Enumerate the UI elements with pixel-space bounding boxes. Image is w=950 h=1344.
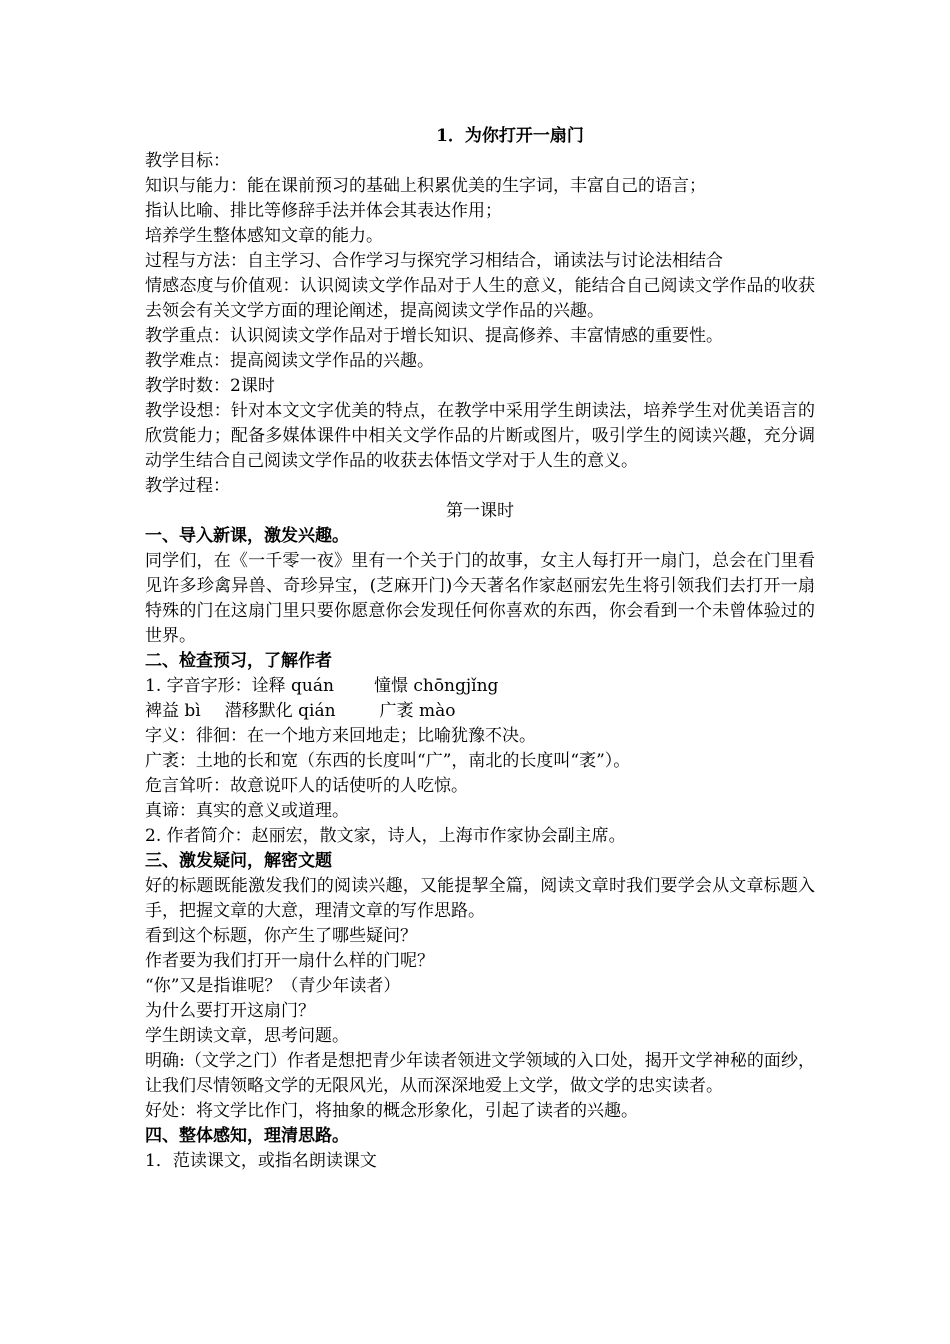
word-meaning: 真谛：真实的意义或道理。: [145, 801, 349, 821]
section1-heading: 一、导入新课，激发兴趣。: [145, 526, 349, 546]
question: 为什么要打开这扇门？: [145, 1001, 315, 1021]
word-meaning: 字义：徘徊：在一个地方来回地走；比喻犹豫不决。: [145, 726, 536, 746]
word-meaning: 广袤：土地的长和宽（东西的长度叫“广”，南北的长度叫“袤”）。: [145, 751, 631, 771]
document-title: 1．为你打开一扇门: [436, 126, 584, 146]
question: 作者要为我们打开一扇什么样的门呢？: [145, 951, 434, 971]
pronunciation-line-2: [145, 699, 815, 724]
teaching-key-point: 教学重点：认识阅读文学作品对于增长知识、提高修养、丰富情感的重要性。: [145, 326, 723, 346]
reading-task: 学生朗读文章，思考问题。: [145, 1026, 349, 1046]
word-meaning: 危言耸听：故意说吓人的话使听的人吃惊。: [145, 776, 468, 796]
benefit: 好处：将文学比作门，将抽象的概念形象化，引起了读者的兴趣。: [145, 1101, 638, 1121]
section4-heading: 四、整体感知，理清思路。: [145, 1126, 349, 1146]
objective-attitude: 情感态度与价值观：认识阅读文学作品对于人生的意义，能结合自己阅读文学作品的收获去领会有关文学方面的理论阐述，提高阅读文学作品的兴趣。: [145, 276, 815, 321]
objectives-label: 教学目标：: [145, 151, 230, 171]
section1-body: 同学们，在《一千零一夜》里有一个关于门的故事，女主人每打开一扇门，总会在门里看见许多珍禽异兽、奇珍异宝，(芝麻开门)今天著名作家赵丽宏先生将引领我们去打开一扇特殊的门在这扇门里只要你愿意你会发现任何你喜欢的东西，你会看到一个未曾体验过的世界。: [145, 551, 815, 646]
teaching-hours: 教学时数：2课时: [145, 376, 275, 396]
pronunciation-item: 潜移默化 qián: [224, 701, 336, 721]
teaching-difficulty: 教学难点：提高阅读文学作品的兴趣。: [145, 351, 434, 371]
pronunciation-item: 裨益 bì: [145, 701, 201, 721]
objective-knowledge: 知识与能力：能在课前预习的基础上积累优美的生字词，丰富自己的语言；: [145, 176, 706, 196]
author-intro: 2. 作者简介：赵丽宏，散文家，诗人，上海市作家协会副主席。: [145, 826, 626, 846]
objective-perception: 培养学生整体感知文章的能力。: [145, 226, 383, 246]
section4-step: 1．范读课文，或指名朗读课文: [145, 1151, 377, 1171]
pronunciation-line-1: [145, 674, 815, 699]
objective-process-method: 过程与方法：自主学习、合作学习与探究学习相结合，诵读法与讨论法相结合: [145, 251, 723, 271]
objective-rhetoric: 指认比喻、排比等修辞手法并体会其表达作用；: [145, 201, 502, 221]
pronunciation-item: 憧憬 chōngjǐng: [373, 676, 499, 696]
clarification: 明确:（文学之门）作者是想把青少年读者领进文学领域的入口处，揭开文学神秘的面纱，让我们尽情领略文学的无限风光，从而深深地爱上文学，做文学的忠实读者。: [145, 1051, 815, 1096]
question: 看到这个标题，你产生了哪些疑问？: [145, 926, 417, 946]
section3-heading: 三、激发疑问，解密文题: [145, 851, 332, 871]
pronunciation-item: 1. 字音字形：诠释 quán: [145, 676, 334, 696]
pronunciation-item: 广袤 mào: [379, 701, 456, 721]
lesson-heading: 第一课时: [446, 501, 514, 521]
section3-intro: 好的标题既能激发我们的阅读兴趣，又能提挈全篇，阅读文章时我们要学会从文章标题入手，把握文章的大意，理清文章的写作思路。: [145, 876, 815, 921]
question: “你”又是指谁呢？（青少年读者）: [145, 976, 401, 996]
section2-heading: 二、检查预习，了解作者: [145, 651, 332, 671]
process-label: 教学过程：: [145, 476, 230, 496]
teaching-design: 教学设想：针对本文文字优美的特点，在教学中采用学生朗读法，培养学生对优美语言的欣赏能力；配备多媒体课件中相关文学作品的片断或图片，吸引学生的阅读兴趣，充分调动学生结合自己阅读文学作品的收获去体悟文学对于人生的意义。: [145, 401, 815, 471]
document-page: [145, 124, 815, 1174]
